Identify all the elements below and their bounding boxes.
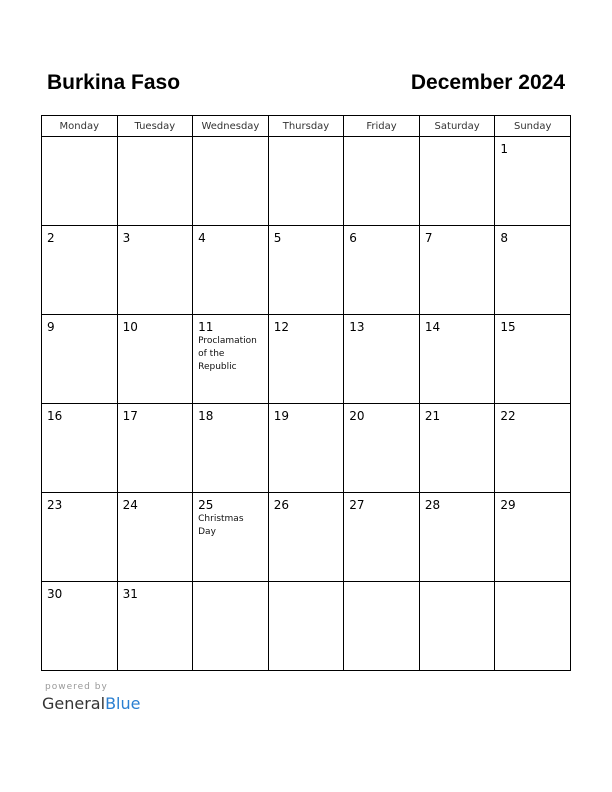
holiday-label: Proclamation of the Republic: [198, 336, 257, 372]
day-number: 8: [500, 231, 509, 245]
brand-blue-text: Blue: [105, 694, 141, 713]
calendar-month-title: December 2024: [410, 71, 565, 94]
calendar-day-cell: [344, 404, 420, 493]
calendar-week-row: [42, 404, 571, 493]
holiday-label: Christmas Day: [198, 514, 244, 537]
calendar-day-cell: [268, 582, 344, 671]
generalblue-logo: [42, 694, 140, 713]
calendar-day-cell: [42, 137, 118, 226]
calendar-day-cell: [42, 226, 118, 315]
calendar-day-cell: [344, 137, 420, 226]
day-number: 11: [198, 320, 214, 334]
weekday-monday: Monday: [42, 116, 118, 137]
day-number: 29: [500, 498, 516, 512]
day-number: 15: [500, 320, 516, 334]
calendar-day-cell: [495, 582, 571, 671]
weekday-thursday: Thursday: [268, 116, 344, 137]
day-number: 30: [47, 587, 63, 601]
calendar-week-row: [42, 137, 571, 226]
day-number: 27: [349, 498, 365, 512]
calendar-day-cell: [419, 226, 495, 315]
weekday-wednesday: Wednesday: [193, 116, 269, 137]
day-number: 22: [500, 409, 516, 423]
weekday-header-row: [42, 116, 571, 137]
powered-by-text: powered by: [45, 682, 108, 692]
day-number: 12: [273, 320, 289, 334]
calendar-day-cell: [268, 137, 344, 226]
calendar-day-cell: [193, 137, 269, 226]
calendar-day-cell: [419, 315, 495, 404]
day-number: 19: [273, 409, 289, 423]
day-number: 18: [198, 409, 214, 423]
day-number: 3: [122, 231, 131, 245]
day-number: 2: [47, 231, 55, 245]
day-number: 20: [349, 409, 365, 423]
calendar-week-row: [42, 493, 571, 582]
calendar-day-cell: [42, 315, 118, 404]
calendar-day-cell: [495, 137, 571, 226]
calendar-day-cell: [193, 493, 269, 582]
calendar-day-cell: [344, 582, 420, 671]
calendar-day-cell: [344, 226, 420, 315]
calendar-week-row: [42, 226, 571, 315]
calendar-day-cell: [117, 582, 193, 671]
day-number: 28: [424, 498, 441, 512]
calendar-body: [42, 137, 571, 671]
day-number: 26: [273, 498, 289, 512]
day-number: 9: [47, 320, 55, 334]
day-number: 14: [424, 320, 441, 334]
calendar-day-cell: [344, 315, 420, 404]
weekday-saturday: Saturday: [419, 116, 495, 137]
calendar-day-cell: [42, 493, 118, 582]
calendar-day-cell: [193, 226, 269, 315]
calendar-day-cell: [495, 404, 571, 493]
calendar-grid: [41, 115, 571, 671]
calendar-week-row: [42, 315, 571, 404]
calendar-day-cell: [117, 137, 193, 226]
day-number: 16: [47, 409, 63, 423]
calendar-day-cell: [117, 493, 193, 582]
weekday-tuesday: Tuesday: [117, 116, 193, 137]
weekday-friday: Friday: [344, 116, 420, 137]
calendar-day-cell: [268, 315, 344, 404]
calendar-day-cell: [495, 315, 571, 404]
calendar-day-cell: [495, 493, 571, 582]
calendar-day-cell: [268, 226, 344, 315]
calendar-week-row: [42, 582, 571, 671]
calendar-day-cell: [419, 404, 495, 493]
calendar-day-cell: [193, 315, 269, 404]
day-number: 5: [273, 231, 282, 245]
weekday-sunday: Sunday: [495, 116, 571, 137]
day-number: 6: [349, 231, 357, 245]
calendar-day-cell: [117, 226, 193, 315]
calendar-day-cell: [419, 137, 495, 226]
brand-general-text: General: [42, 694, 106, 713]
calendar-day-cell: [495, 226, 571, 315]
calendar-day-cell: [42, 582, 118, 671]
day-number: 4: [198, 231, 206, 245]
calendar-day-cell: [193, 404, 269, 493]
calendar-day-cell: [117, 404, 193, 493]
calendar-day-cell: [419, 582, 495, 671]
day-number: 1: [500, 142, 509, 156]
calendar-day-cell: [268, 493, 344, 582]
calendar-day-cell: [42, 404, 118, 493]
day-number: 24: [122, 498, 138, 512]
calendar-country-title: Burkina Faso: [47, 71, 181, 94]
calendar-day-cell: [193, 582, 269, 671]
day-number: 13: [349, 320, 365, 334]
calendar-day-cell: [344, 493, 420, 582]
day-number: 10: [122, 320, 138, 334]
day-number: 23: [47, 498, 63, 512]
day-number: 21: [424, 409, 441, 423]
calendar-day-cell: [419, 493, 495, 582]
day-number: 7: [424, 231, 433, 245]
day-number: 17: [122, 409, 138, 423]
day-number: 31: [122, 587, 138, 601]
day-number: 25: [198, 498, 214, 512]
calendar-day-cell: [268, 404, 344, 493]
calendar-day-cell: [117, 315, 193, 404]
